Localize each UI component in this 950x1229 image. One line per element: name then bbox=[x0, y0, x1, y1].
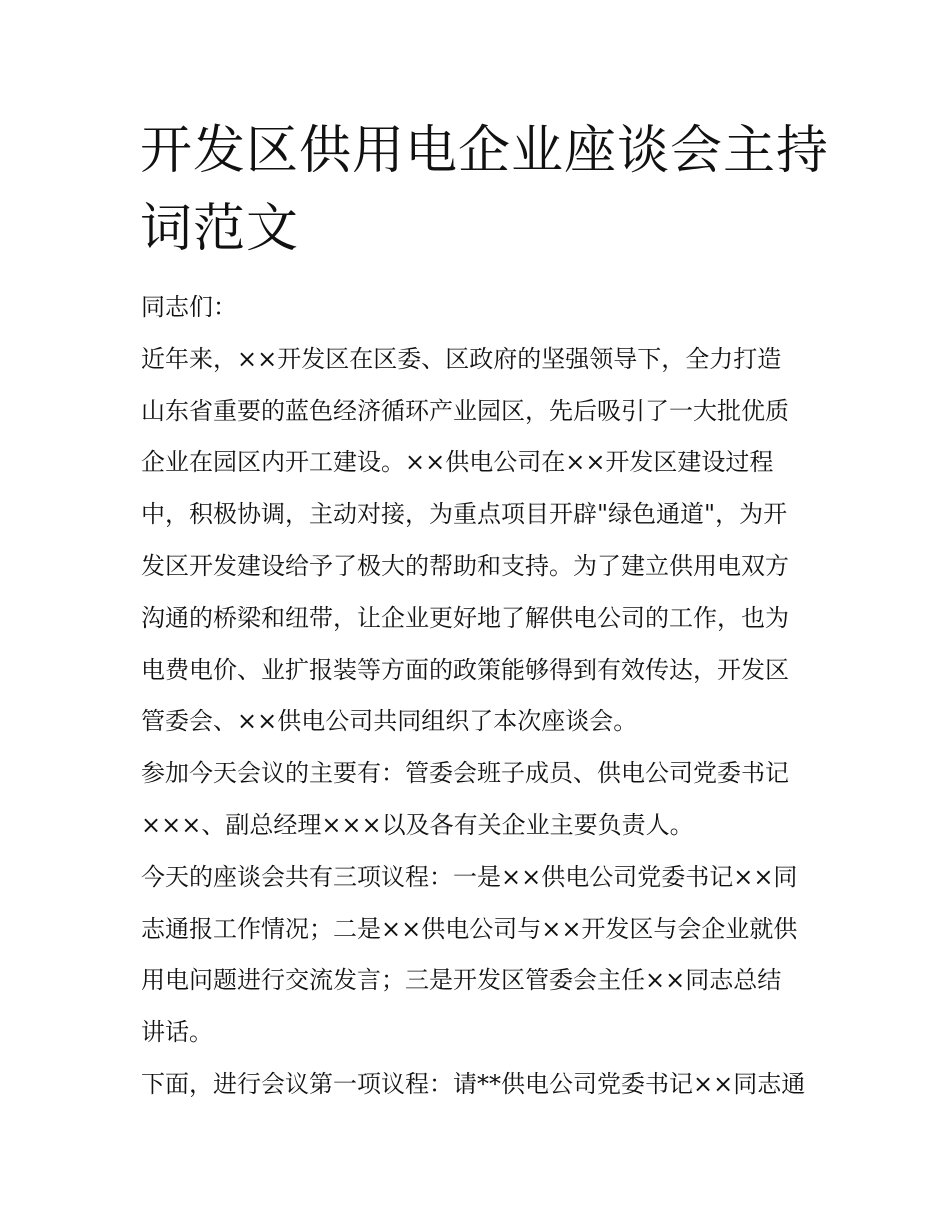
text-line: 同志们： bbox=[141, 293, 237, 321]
document-body bbox=[141, 282, 816, 1111]
text-line: 电费电价、业扩报装等方面的政策能够得到有效传达，开发区 bbox=[141, 655, 789, 684]
text-line: ×××、副总经理×××以及各有关企业主要负责人。 bbox=[141, 810, 694, 839]
attendees-paragraph bbox=[141, 748, 816, 852]
text-line: 讲话。 bbox=[141, 1018, 213, 1047]
first-agenda-paragraph bbox=[141, 1059, 816, 1111]
greeting-paragraph bbox=[141, 282, 816, 334]
text-line: 中，积极协调，主动对接，为重点项目开辟"绿色通道"，为开 bbox=[141, 500, 788, 529]
text-line: 志通报工作情况；二是××供电公司与××开发区与会企业就供 bbox=[141, 914, 798, 943]
text-line: 企业在园区内开工建设。××供电公司在××开发区建设过程 bbox=[141, 448, 774, 477]
intro-paragraph bbox=[141, 334, 816, 748]
title-line: 开发区供用电企业座谈会主持 bbox=[140, 121, 830, 181]
text-line: 下面，进行会议第一项议程：请**供电公司党委书记××同志通 bbox=[141, 1069, 806, 1098]
text-line: 今天的座谈会共有三项议程：一是××供电公司党委书记××同 bbox=[141, 862, 798, 891]
text-line: 山东省重要的蓝色经济循环产业园区，先后吸引了一大批优质 bbox=[141, 396, 789, 425]
agenda-paragraph bbox=[141, 852, 816, 1059]
text-line: 发区开发建设给予了极大的帮助和支持。为了建立供用电双方 bbox=[141, 551, 789, 580]
document-title bbox=[140, 112, 830, 268]
title-line: 词范文 bbox=[140, 199, 300, 259]
text-line: 管委会、××供电公司共同组织了本次座谈会。 bbox=[141, 707, 638, 736]
text-line: 参加今天会议的主要有：管委会班子成员、供电公司党委书记 bbox=[141, 759, 789, 788]
text-line: 沟通的桥梁和纽带，让企业更好地了解供电公司的工作，也为 bbox=[141, 603, 789, 632]
text-line: 近年来，××开发区在区委、区政府的坚强领导下，全力打造 bbox=[141, 344, 782, 373]
text-line: 用电问题进行交流发言；三是开发区管委会主任××同志总结 bbox=[141, 966, 782, 995]
